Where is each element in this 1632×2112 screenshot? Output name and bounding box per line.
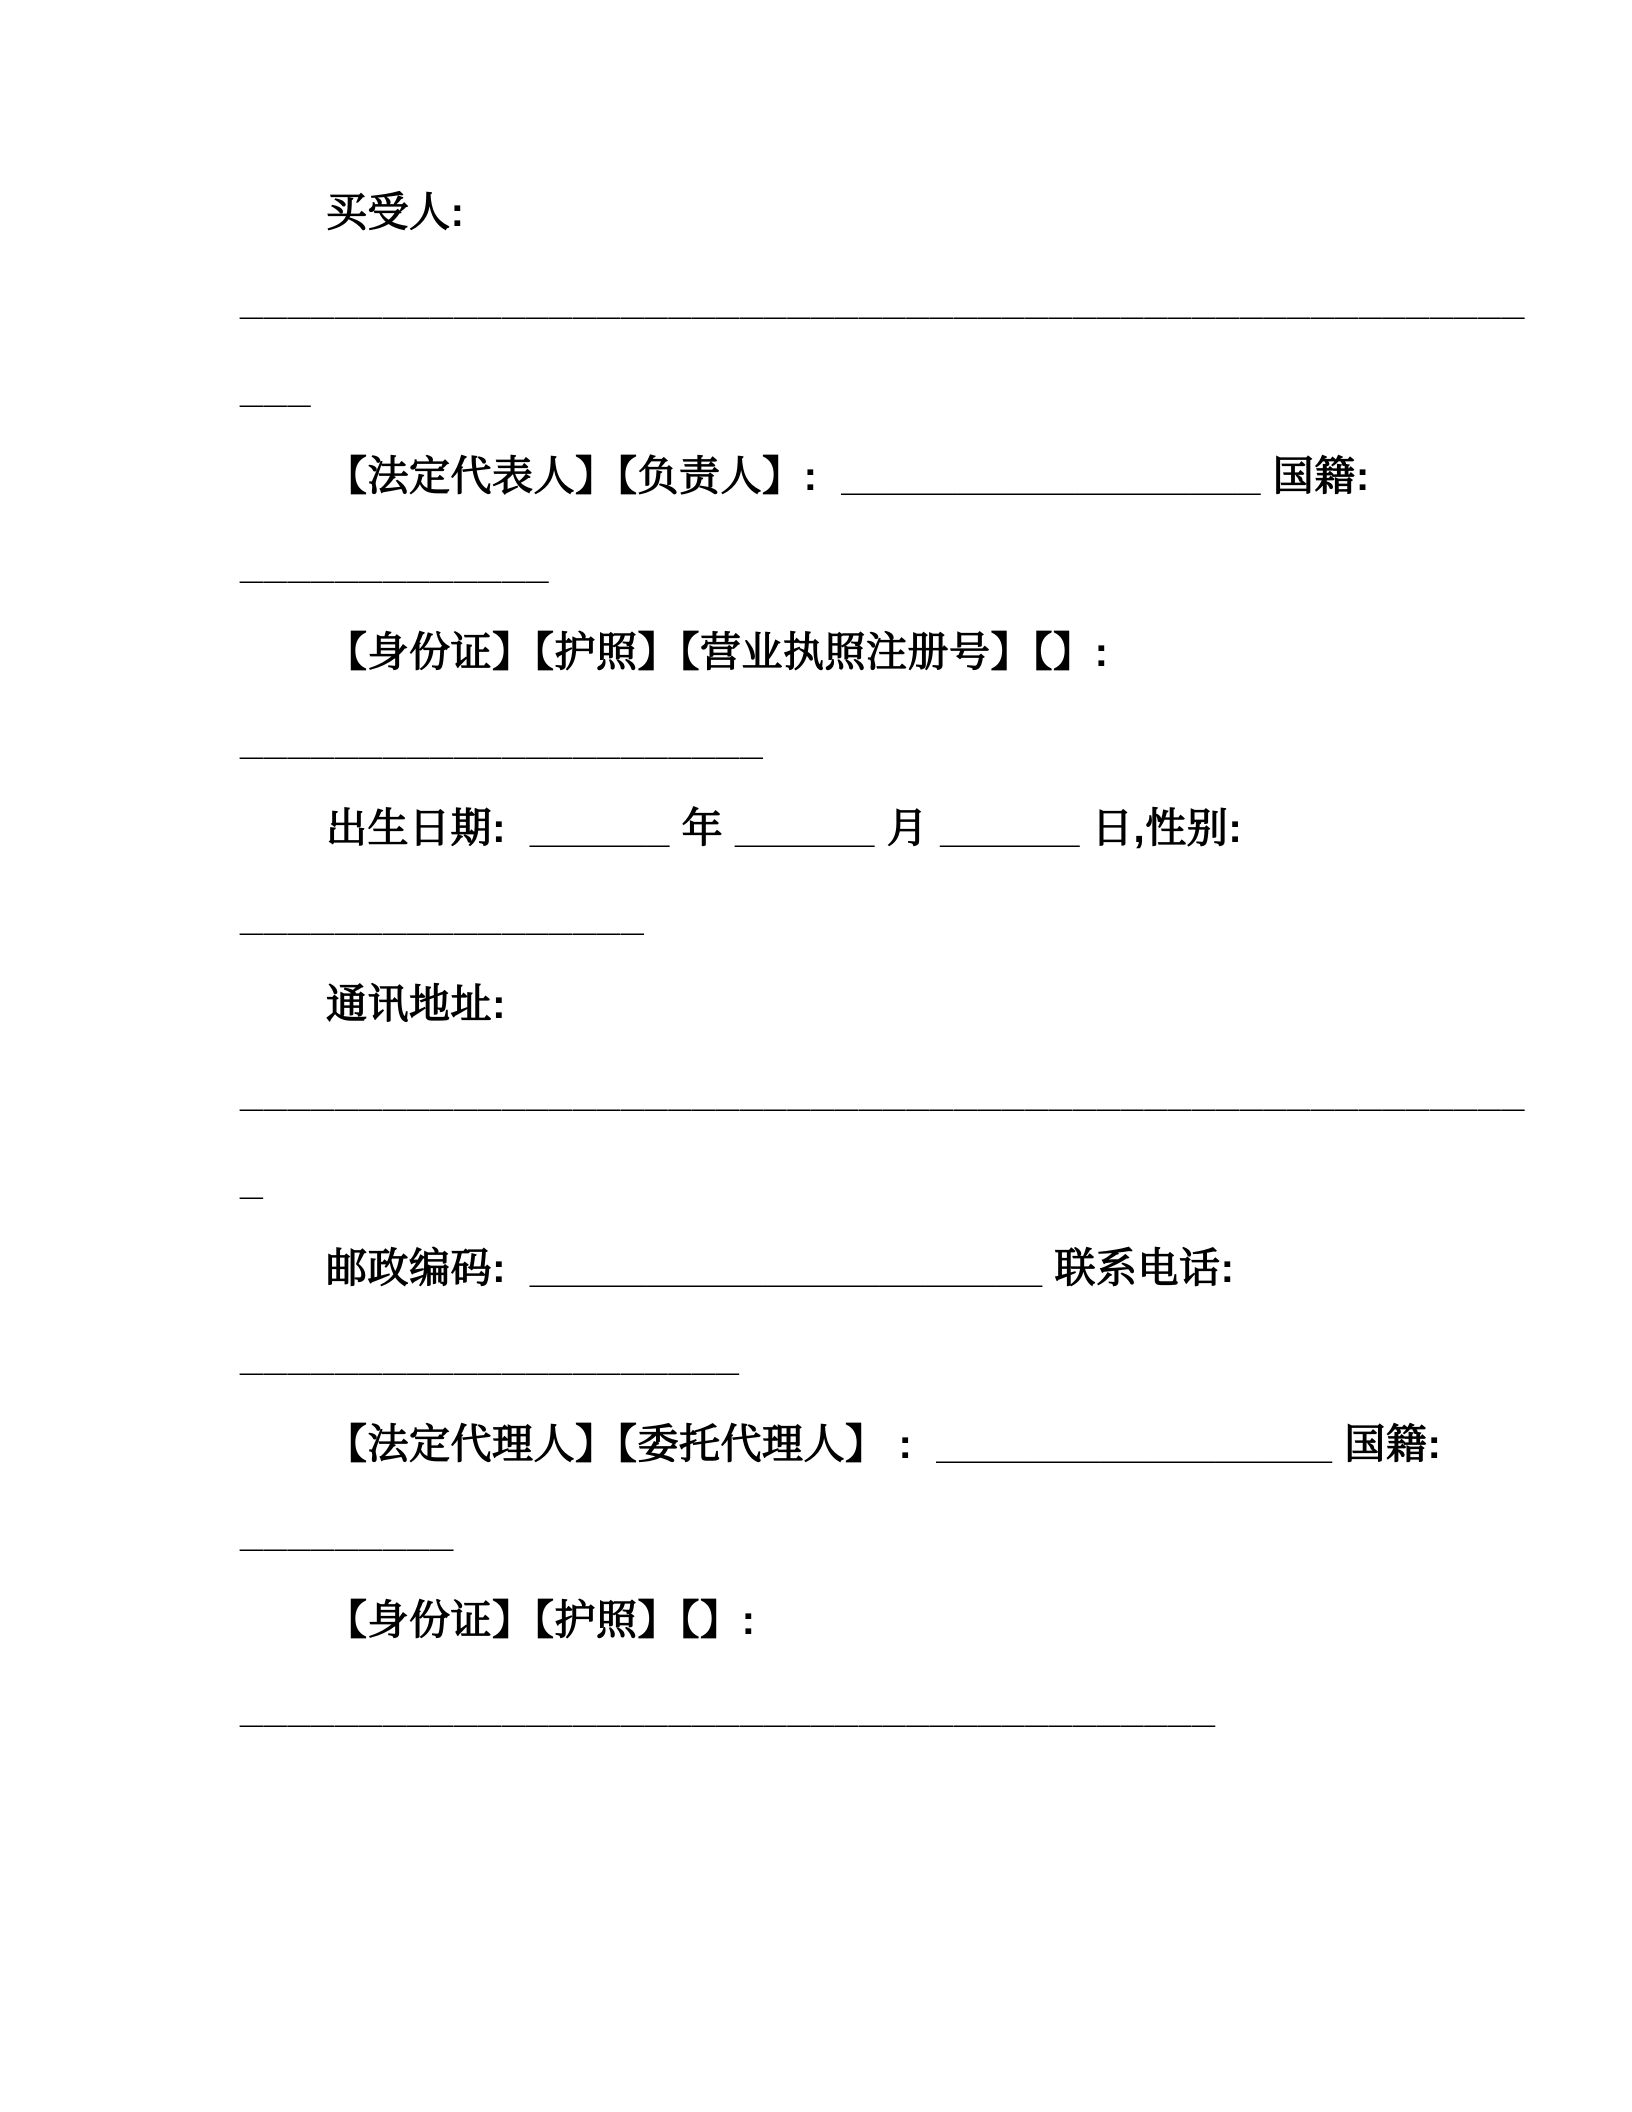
blank-fill-line: ___ <box>240 365 312 411</box>
blank-fill-line: _________________ <box>240 893 645 939</box>
blank-fill-line: ______________________________________________________ <box>240 277 1526 323</box>
blank-fill-line: ______________________________________________________ <box>240 1069 1526 1115</box>
id-passport-license-line: 【身份证】【护照】【营业执照注册号】【】: <box>326 629 1109 675</box>
blank-fill-line: _________________________________________ <box>240 1685 1216 1731</box>
postcode-phone-line: 邮政编码: ______________________ 联系电话: <box>326 1245 1235 1291</box>
blank-fill-line: _________ <box>240 1509 455 1555</box>
agent-id-passport-line: 【身份证】【护照】【】: <box>326 1597 756 1643</box>
legal-agent-line: 【法定代理人】【委托代理人】 : _________________ 国籍: <box>326 1421 1442 1467</box>
blank-fill-line: ______________________ <box>240 717 764 763</box>
legal-representative-line: 【法定代表人】【负责人】: __________________ 国籍: <box>326 453 1370 499</box>
blank-fill-line: _____________________ <box>240 1333 740 1379</box>
mailing-address-label-line: 通讯地址: <box>326 981 507 1027</box>
birthdate-gender-line: 出生日期: ______ 年 ______ 月 ______ 日,性别: <box>326 805 1243 851</box>
blank-fill-line: _____________ <box>240 541 550 587</box>
buyer-label-line: 买受人: <box>326 189 465 235</box>
blank-fill-line: _ <box>240 1157 264 1203</box>
